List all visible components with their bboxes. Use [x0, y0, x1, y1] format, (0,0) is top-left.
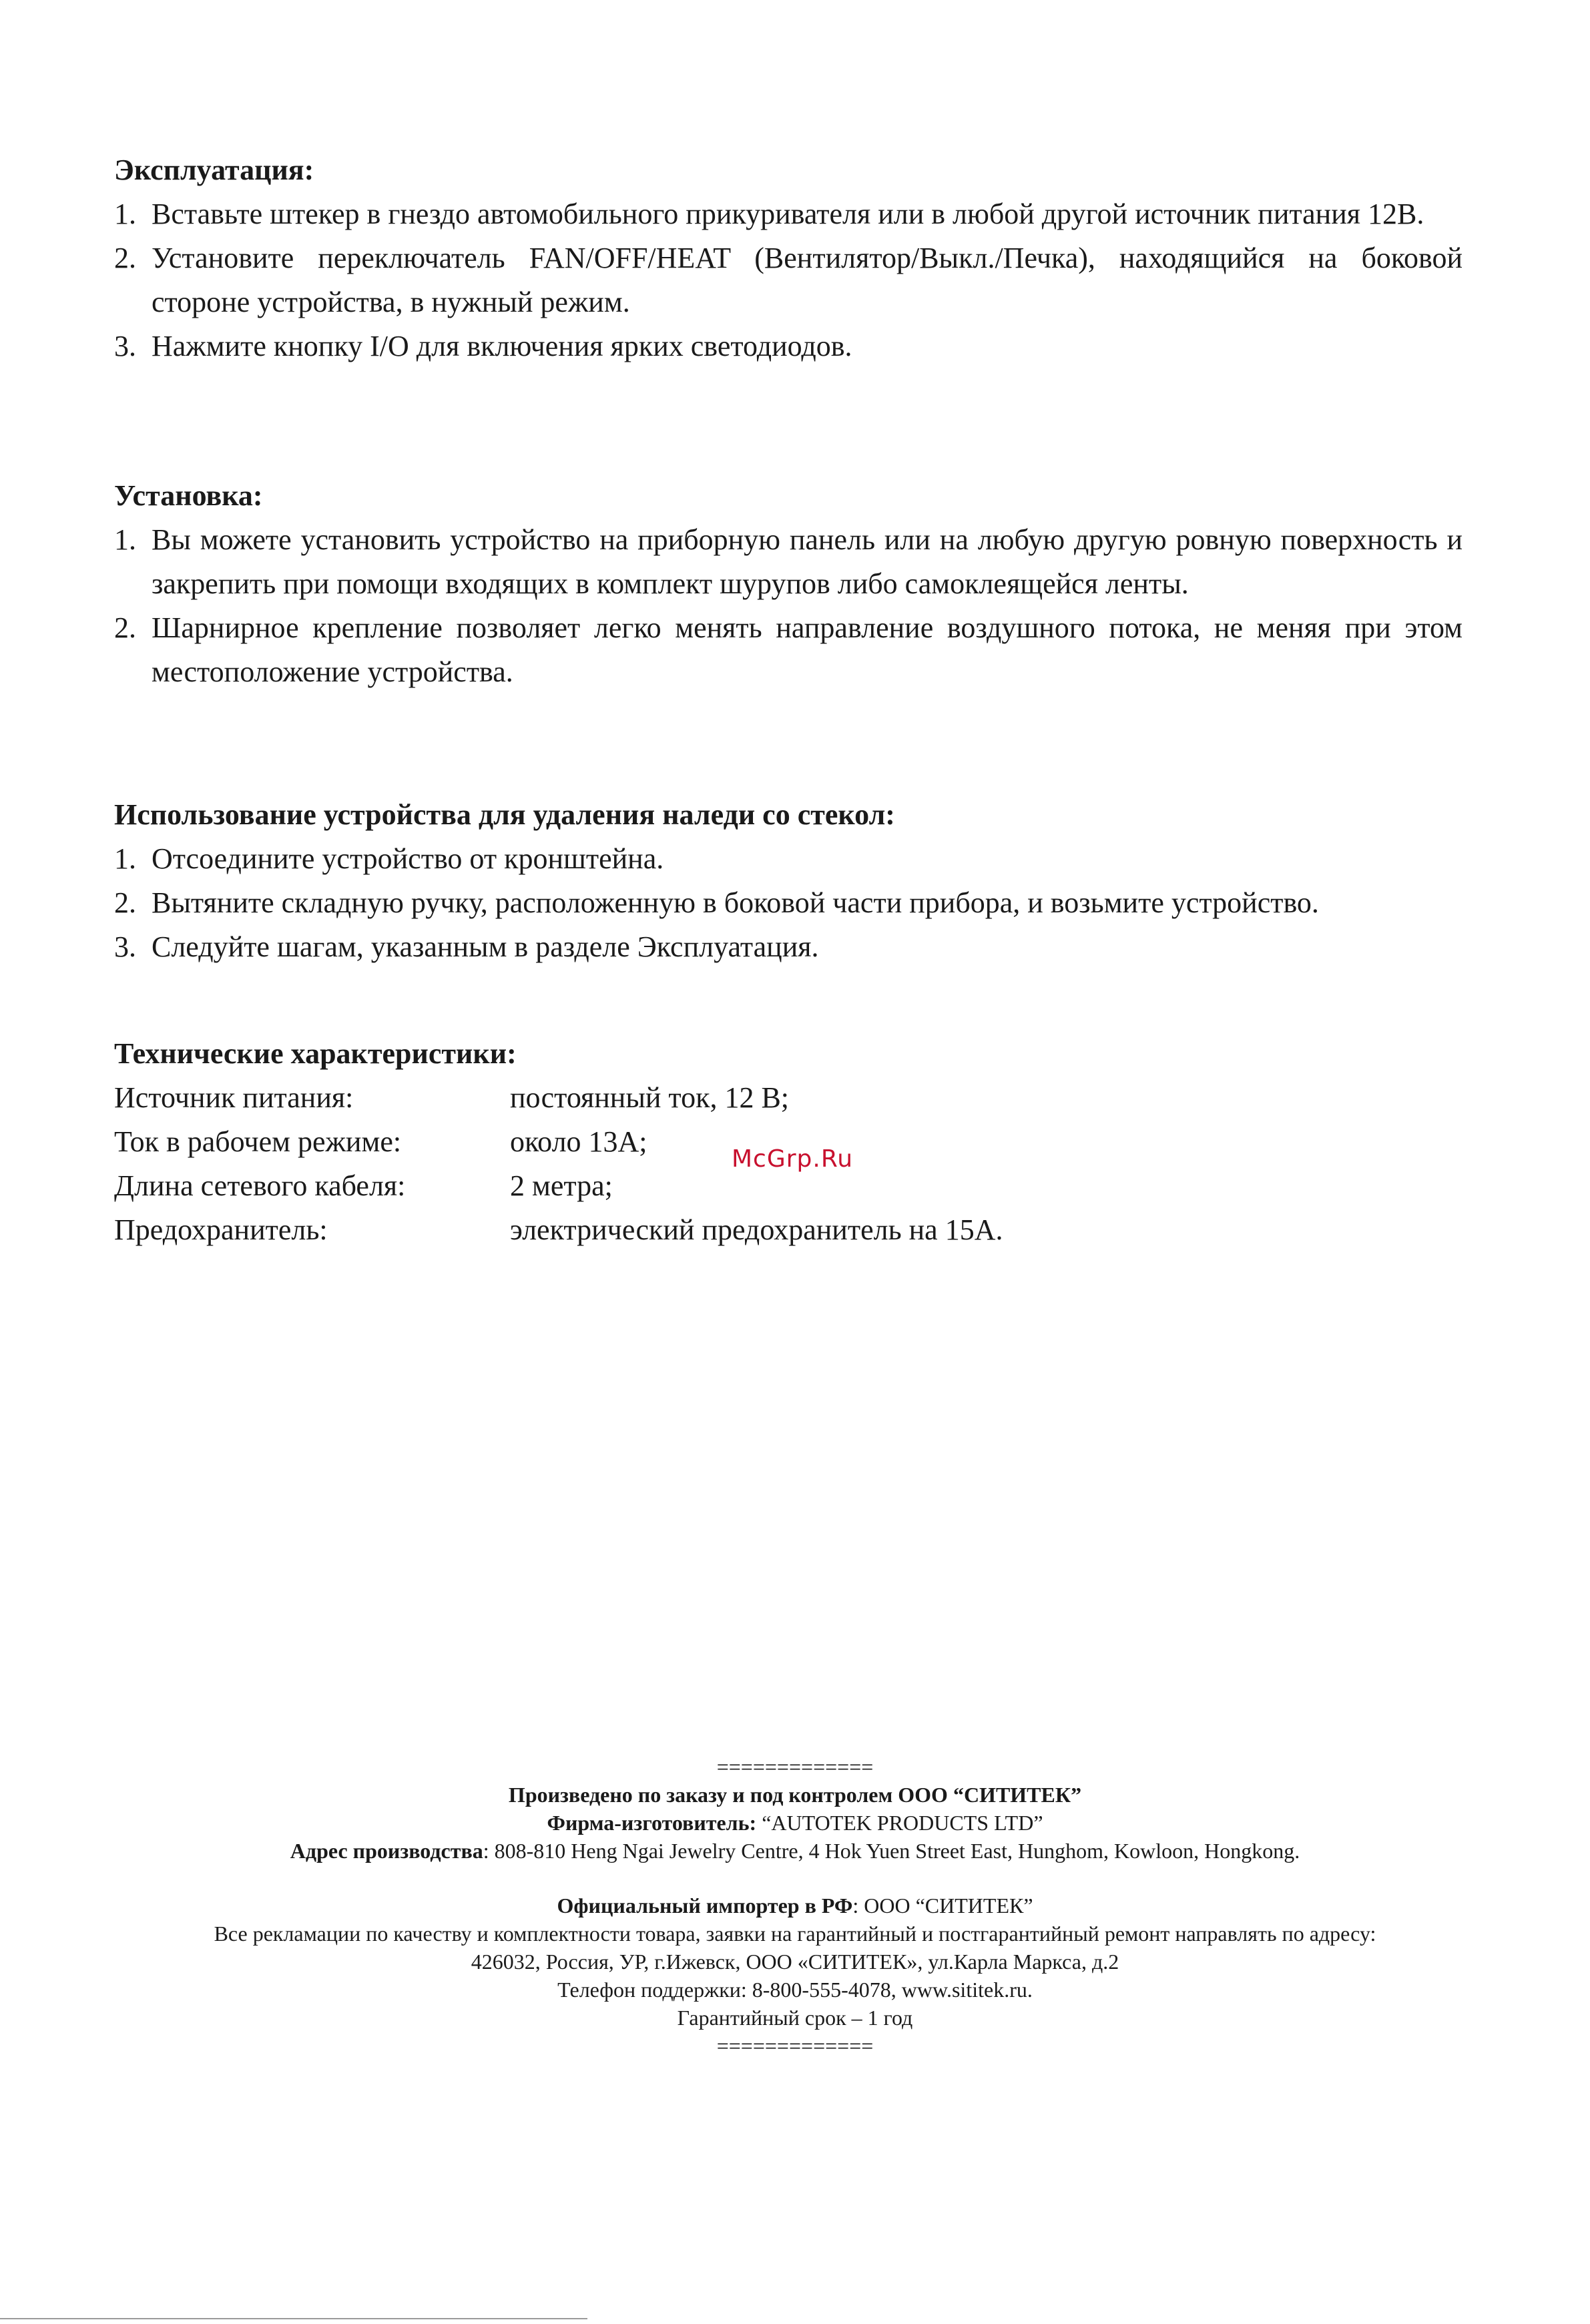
list-item: 2. Шарнирное крепление позволяет легко менять направление воздушного потока, не меняя при этом местоположение устройства. [114, 611, 1463, 688]
list-item: 3. Следуйте шагам, указанным в разделе Эксплуатация. [114, 930, 819, 963]
section-title-operation: Эксплуатация: [114, 154, 314, 186]
footer-importer: Официальный импортер в РФ: ООО “СИТИТЕК” [557, 1894, 1033, 1918]
footer-separator-top: ============= [716, 1755, 874, 1779]
spec-value: электрический предохранитель на 15А. [510, 1213, 1003, 1246]
spec-row [114, 1076, 1463, 1120]
footer-warranty: Гарантийный срок – 1 год [677, 2006, 913, 2030]
section-title-specs: Технические характеристики: [114, 1037, 517, 1070]
list-item: 1. Вы можете установить устройство на приборную панель или на любую другую ровную поверхность и закрепить при помощи входящих в комплект шурупов либо самоклеящейся ленты. [114, 523, 1463, 600]
footer-manufacturer: Фирма-изготовитель: “AUTOTEK PRODUCTS LTD” [547, 1811, 1043, 1835]
deicing-steps [114, 837, 1463, 969]
list-item: 3. Нажмите кнопку I/O для включения ярких светодиодов. [114, 330, 852, 362]
list-item: 1. Вставьте штекер в гнездо автомобильного прикуривателя или в любой другой источник питания 12В. [114, 198, 1424, 230]
list-item: 1. Отсоедините устройство от кронштейна. [114, 842, 664, 875]
footer-address: Адрес производства: 808-810 Heng Ngai Jewelry Centre, 4 Hok Yuen Street East, Hunghom, Kowloon, Hongkong. [290, 1839, 1300, 1863]
section-installation [114, 474, 1463, 694]
spec-value: постоянный ток, 12 В; [510, 1081, 790, 1114]
spec-label: Источник питания: [114, 1081, 354, 1114]
spec-row [114, 1208, 1463, 1252]
section-operation [114, 148, 1463, 368]
spec-value: 2 метра; [510, 1169, 613, 1202]
section-title-deicing: Использование устройства для удаления наледи со стекол: [114, 798, 895, 831]
footer-produced-line: Произведено по заказу и под контролем ООО “СИТИТЕК” [508, 1783, 1082, 1807]
spec-label: Предохранитель: [114, 1213, 328, 1246]
spec-label: Ток в рабочем режиме: [114, 1125, 402, 1158]
section-specs [114, 1032, 1463, 1252]
footer-separator-bottom: ============= [716, 2034, 874, 2058]
footer-postal-address: 426032, Россия, УР, г.Ижевск, ООО «СИТИТЕК», ул.Карла Маркса, д.2 [471, 1950, 1119, 1974]
spec-value: около 13А; [510, 1125, 647, 1158]
watermark: McGrp.Ru [732, 1145, 854, 1173]
list-item: 2. Установите переключатель FAN/OFF/HEAT (Вентилятор/Выкл./Печка), находящийся на боковой стороне устройства, в нужный режим. [114, 242, 1463, 318]
footer [0, 1753, 1590, 2060]
section-title-installation: Установка: [114, 479, 263, 512]
spec-label: Длина сетевого кабеля: [114, 1169, 406, 1202]
list-item: 2. Вытяните складную ручку, расположенную в боковой части прибора, и возьмите устройство. [114, 886, 1319, 919]
section-deicing [114, 793, 1463, 969]
installation-steps [114, 518, 1463, 694]
footer-claims: Все рекламации по качеству и комплектности товара, заявки на гарантийный и постгарантийный ремонт направлять по адресу: [214, 1922, 1376, 1946]
page-bottom-rule [0, 2318, 587, 2319]
operation-steps [114, 192, 1463, 368]
footer-support: Телефон поддержки: 8-800-555-4078, www.sititek.ru. [557, 1978, 1033, 2002]
